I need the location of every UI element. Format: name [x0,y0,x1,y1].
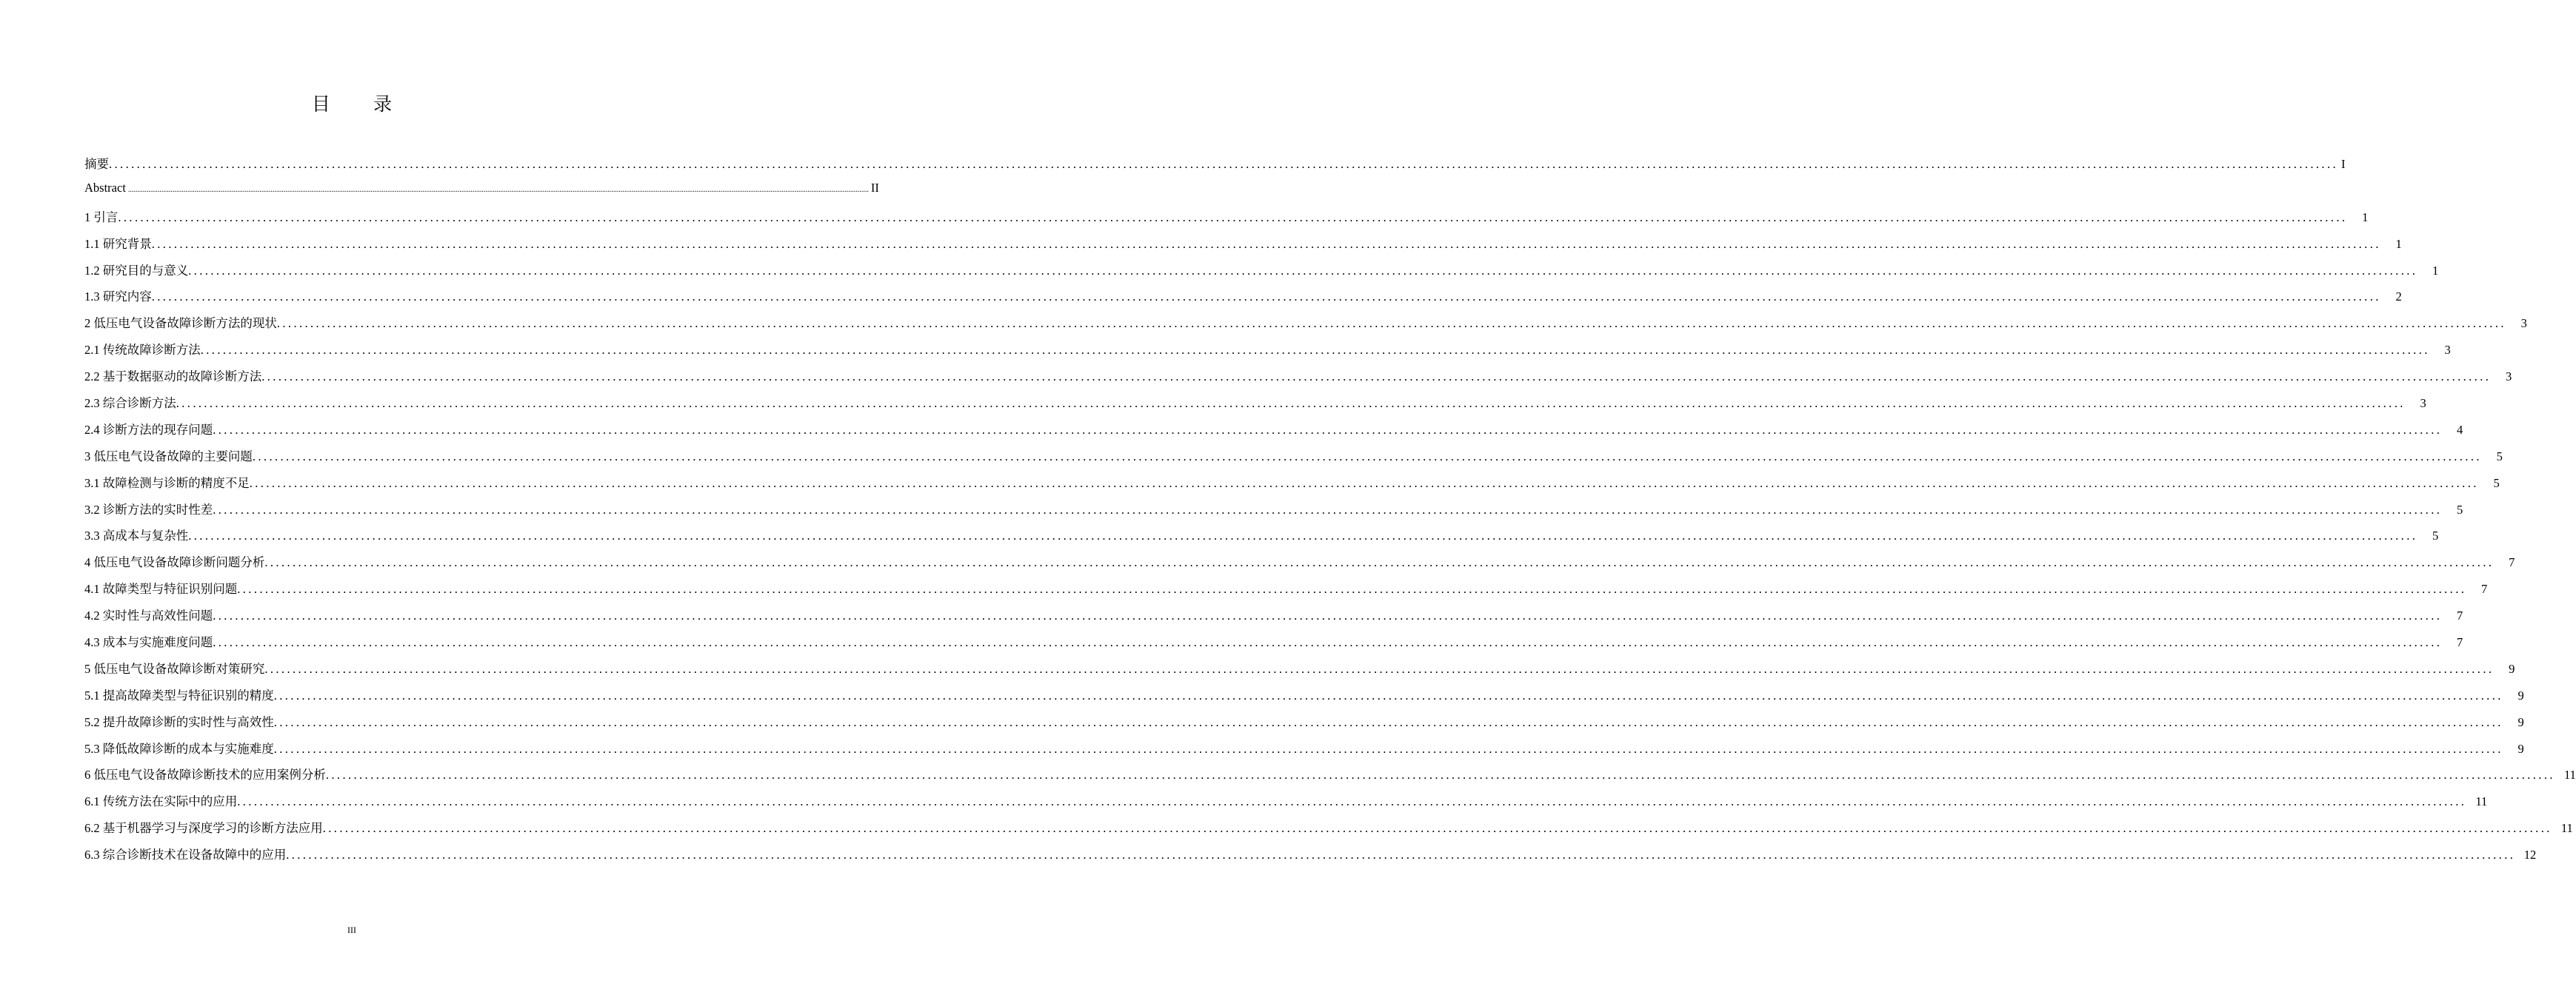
toc-entry-page: 5 [2432,529,2439,543]
toc-entry-page: 11 [2475,794,2488,809]
toc-entry-label: 3 低压电气设备故障的主要问题 [84,449,253,463]
toc-entry-label: 4 低压电气设备故障诊断问题分析 [84,555,265,570]
toc-entry[interactable] [84,340,2451,366]
toc-entry-page: I [2341,157,2346,171]
toc-dot-leader: ................................................................................................................................................................................................................................................................................................................................................................................................................ [264,661,2495,676]
toc-entry-label: 1.1 研究背景 [84,236,152,251]
toc-entry[interactable] [84,526,2439,552]
toc-entry-label: 2.4 诊断方法的现存问题 [84,422,213,437]
toc-dot-leader: ................................................................................................................................................................................................................................................................................................................................................................................................................ [273,741,2503,756]
toc-entry-label: 3.2 诊断方法的实时性差 [84,502,213,517]
toc-entry-label: 5.1 提高故障类型与特征识别的精度 [84,688,274,703]
toc-dot-leader: ................................................................................................................................................................................................................................................................................................................................................................................................................ [213,422,2443,437]
toc-entry-label: 2 低压电气设备故障诊断方法的现状 [84,316,277,331]
toc-entry-label: 4.2 实时性与高效性问题 [84,609,213,623]
toc-entry-page: 11 [2560,821,2573,836]
toc-entry[interactable] [84,313,2527,340]
toc-entry-label: 1 引言 [84,210,119,224]
toc-entry-label: 5.3 降低故障诊断的成本与实施难度 [84,741,274,756]
toc-entry-page: 9 [2517,741,2524,756]
toc-entry[interactable] [84,632,2463,659]
toc-dot-leader: ................................................................................................................................................................................................................................................................................................................................................................................................................ [322,821,2552,836]
toc-entry[interactable] [84,818,2573,845]
toc-dot-leader: ................................................................................................................................................................................................................................................................................................................................................................................................................ [213,502,2443,517]
toc-entry-page: 9 [2517,688,2524,703]
toc-entry[interactable] [84,393,2426,420]
toc-dot-leader: ................................................................................................................................................................................................................................................................................................................................................................................................................ [151,236,2381,251]
toc-entry[interactable] [84,579,2488,606]
toc-entry-label: 2.1 传统故障诊断方法 [84,343,201,358]
toc-entry[interactable] [84,234,2402,261]
toc-entry-label: 6.3 综合诊断技术在设备故障中的应用 [84,848,287,862]
toc-entry-page: 7 [2481,582,2488,597]
toc-dot-leader: ................................................................................................................................................................................................................................................................................................................................................................................................................ [276,316,2506,331]
toc-dot-leader: ................................................................................................................................................................................................................................................................................................................................................................................................................ [249,475,2479,490]
toc-dot-leader: ................................................................................................................................................................................................................................................................................................................................................................................................................ [118,210,2348,224]
toc-entry[interactable] [84,261,2439,287]
toc-entry-page: 1 [2395,236,2402,251]
toc-dot-leader: ................................................................................................................................................................................................................................................................................................................................................................................................................ [176,396,2406,411]
toc-entry-page: 4 [2457,422,2463,437]
toc-entry[interactable] [84,366,2512,393]
toc-entry-label: 3.1 故障检测与诊断的精度不足 [84,475,250,490]
toc-entry-page: 9 [2517,714,2524,729]
toc-entry-page: 1 [2362,210,2369,224]
toc-entry-label: 摘要 [84,157,109,171]
toc-entry-page: 5 [2496,449,2503,463]
toc-dot-leader: ................................................................................................................................................................................................................................................................................................................................................................................................................ [252,449,2482,463]
toc-dot-leader: ................................................................................................................................................................................................................................................................................................................................................................................................................ [109,157,2338,171]
toc-dot-leader: ................................................................................................................................................................................................................................................................................................................................................................................................................ [151,289,2381,304]
page-title: 目 录 [311,95,412,115]
toc-entry[interactable] [84,606,2463,632]
table-of-contents [84,154,2576,871]
toc-entry[interactable] [84,552,2515,579]
toc-entry-label: 4.3 成本与实施难度问题 [84,635,213,650]
toc-dot-leader: ................................................................................................................................................................................................................................................................................................................................................................................................................ [261,369,2492,384]
toc-entry-page: 3 [2444,343,2451,358]
toc-entry-label: 3.3 高成本与复杂性 [84,529,189,543]
toc-entry-label: 4.1 故障类型与特征识别问题 [84,582,238,597]
toc-dot-leader: ................................................................................................................................................................................................................................................................................................................................................................................................................ [273,714,2503,729]
toc-entry-label: 1.3 研究内容 [84,289,152,304]
toc-entry-page: 3 [2506,369,2512,384]
toc-entry[interactable] [84,287,2402,313]
toc-dot-leader: ................................................................................................................................................................................................................................................................................................................................................................................................................ [188,529,2418,543]
toc-dot-leader: ................................................................................................................................................................................................................................................................................................................................................................................................................ [325,768,2555,783]
toc-entry-label: 6.1 传统方法在实际中的应用 [84,794,238,809]
toc-entry[interactable] [84,446,2503,473]
toc-entry[interactable] [84,180,879,207]
toc-dot-leader: ................................................................................................................................................................................................................................................................................................................................................................................................................ [264,555,2495,570]
toc-entry[interactable] [84,739,2524,765]
toc-entry[interactable] [84,154,2346,181]
toc-entry-page: 3 [2520,316,2527,331]
toc-entry[interactable] [84,765,2576,791]
toc-entry-page: 1 [2432,263,2439,278]
toc-entry-page: 7 [2457,609,2463,623]
toc-entry-label: 5 低压电气设备故障诊断对策研究 [84,661,265,676]
toc-dot-leader: ................................................................................................................................................................................................................................................................................................................................................................................................................ [127,185,869,194]
toc-entry[interactable] [84,712,2524,739]
toc-entry[interactable] [84,659,2515,686]
toc-entry-page: 7 [2457,635,2463,650]
toc-entry-page: II [870,180,879,195]
toc-dot-leader: ................................................................................................................................................................................................................................................................................................................................................................................................................ [213,635,2443,650]
toc-dot-leader: ................................................................................................................................................................................................................................................................................................................................................................................................................ [188,263,2418,278]
toc-dot-leader: ................................................................................................................................................................................................................................................................................................................................................................................................................ [237,582,2467,597]
toc-entry-page: 12 [2523,848,2537,862]
toc-entry[interactable] [84,207,2369,234]
toc-dot-leader: ................................................................................................................................................................................................................................................................................................................................................................................................................ [213,609,2443,623]
toc-entry-label: Abstract [84,180,126,195]
toc-entry[interactable] [84,791,2488,818]
toc-entry-page: 5 [2493,475,2500,490]
toc-entry[interactable] [84,500,2463,526]
toc-dot-leader: ................................................................................................................................................................................................................................................................................................................................................................................................................ [200,343,2430,358]
toc-entry-label: 6 低压电气设备故障诊断技术的应用案例分析 [84,768,326,783]
toc-entry-page: 3 [2420,396,2426,411]
toc-entry[interactable] [84,686,2524,712]
toc-dot-leader: ................................................................................................................................................................................................................................................................................................................................................................................................................ [286,848,2516,862]
toc-entry-label: 1.2 研究目的与意义 [84,263,189,278]
toc-entry-page: 7 [2509,555,2515,570]
toc-entry-page: 11 [2563,768,2576,783]
toc-entry[interactable] [84,473,2500,500]
toc-entry-label: 5.2 提升故障诊断的实时性与高效性 [84,714,274,729]
page-number: III [347,925,356,935]
toc-entry[interactable] [84,420,2463,446]
toc-entry-page: 2 [2395,289,2402,304]
toc-entry-page: 9 [2509,661,2515,676]
toc-entry-label: 2.2 基于数据驱动的故障诊断方法 [84,369,262,384]
toc-entry-label: 6.2 基于机器学习与深度学习的诊断方法应用 [84,821,323,836]
toc-entry-label: 2.3 综合诊断方法 [84,396,176,411]
toc-entry[interactable] [84,845,2537,871]
toc-dot-leader: ................................................................................................................................................................................................................................................................................................................................................................................................................ [237,794,2467,809]
toc-dot-leader: ................................................................................................................................................................................................................................................................................................................................................................................................................ [273,688,2503,703]
toc-entry-page: 5 [2457,502,2463,517]
